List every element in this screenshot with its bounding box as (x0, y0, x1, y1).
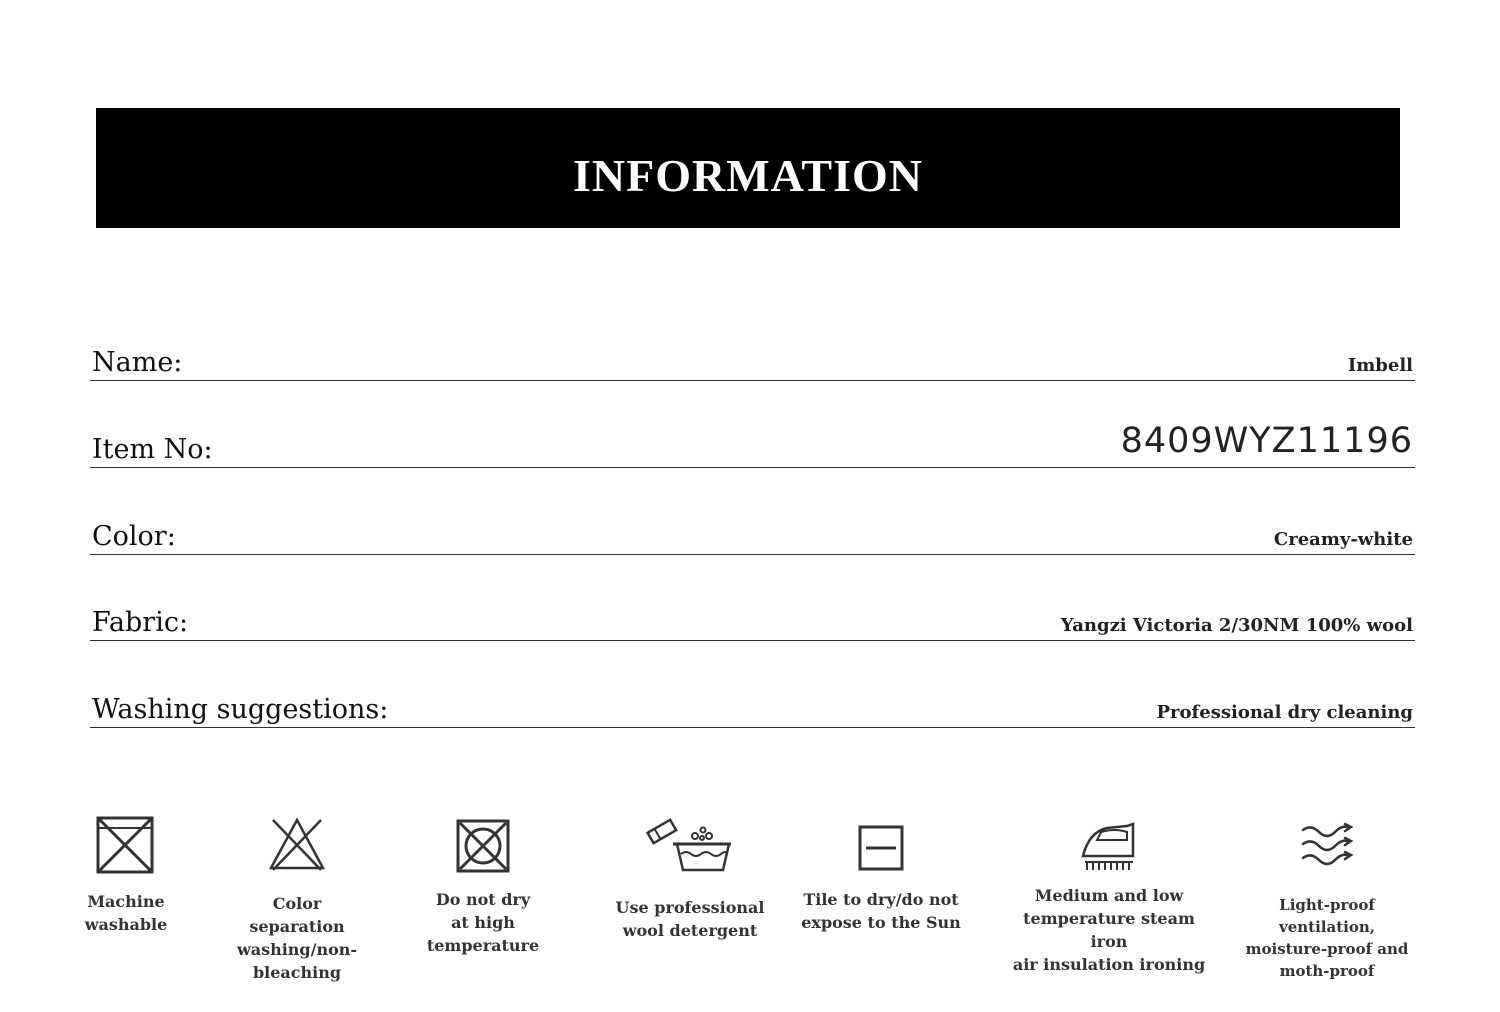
detail-row-fabric (90, 580, 1415, 641)
detail-row-name (90, 320, 1415, 381)
detail-value: Yangzi Victoria 2/30NM 100% wool (1060, 615, 1413, 636)
do-not-bleach-icon (267, 816, 327, 874)
care-label: Medium and low temperature steam iron air insulation ironing (1012, 886, 1206, 974)
care-item-ventilation (1242, 822, 1412, 982)
care-item-wool-detergent (605, 814, 775, 942)
detail-label: Item No: (92, 434, 213, 465)
wool-detergent-icon (645, 814, 735, 876)
detail-row-washing (90, 667, 1415, 728)
dry-flat-icon (856, 822, 906, 874)
detail-row-color (90, 494, 1415, 555)
steam-iron-icon (1079, 818, 1139, 874)
care-item-machine-wash (41, 814, 211, 936)
ventilation-icon (1299, 822, 1355, 868)
care-item-dry-flat (796, 822, 966, 934)
care-item-no-bleach (212, 816, 382, 984)
detail-value: 8409WYZ11196 (1120, 421, 1413, 461)
detail-label: Washing suggestions: (92, 694, 389, 725)
detail-value: Creamy-white (1273, 529, 1413, 550)
page-title: INFORMATION (572, 149, 924, 201)
detail-label: Color: (92, 521, 176, 552)
care-label: Do not dry at high temperature (426, 890, 540, 955)
detail-row-item-no (90, 407, 1415, 468)
care-item-steam-iron (1012, 818, 1206, 976)
care-label: Color separation washing/non- bleaching (236, 894, 358, 982)
care-label: Tile to dry/do not expose to the Sun (801, 890, 961, 932)
detail-label: Name: (92, 347, 183, 378)
care-label: Use professional wool detergent (615, 898, 765, 940)
do-not-tumble-dry-icon (455, 818, 511, 874)
care-item-no-tumble (398, 818, 568, 957)
machine-wash-crossed-icon (94, 814, 158, 876)
care-label: Light-proof ventilation, moisture-proof and moth-proof (1245, 896, 1409, 980)
detail-value: Professional dry cleaning (1156, 702, 1413, 723)
detail-label: Fabric: (92, 607, 189, 638)
detail-value: Imbell (1347, 355, 1413, 376)
care-label: Machine washable (84, 892, 168, 934)
header-banner (96, 108, 1400, 228)
